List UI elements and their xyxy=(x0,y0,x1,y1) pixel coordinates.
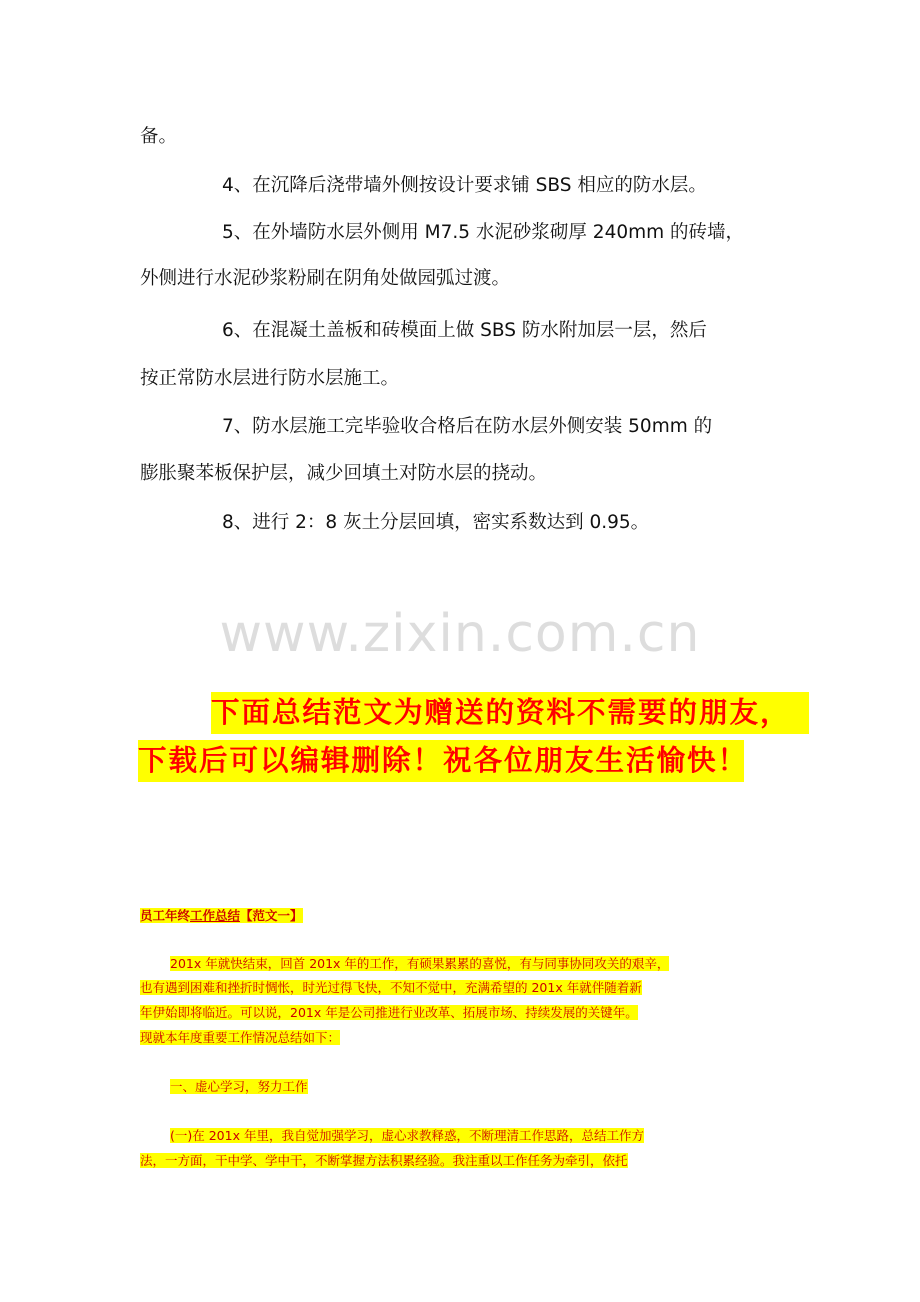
sample-title xyxy=(140,906,303,926)
paragraph-line: 7、防水层施工完毕验收合格后在防水层外侧安装 50mm 的 xyxy=(222,416,713,437)
sample-title-link[interactable]: 工作总结 xyxy=(190,908,241,923)
watermark: www.zixin.com.cn xyxy=(219,604,701,664)
paragraph-line: 法，一方面，干中学、学中干，不断掌握方法积累经验。我注重以工作任务为牵引，依托 xyxy=(140,1153,628,1168)
paragraph-line: 4、在沉降后浇带墙外侧按设计要求铺 SBS 相应的防水层。 xyxy=(222,175,707,196)
paragraph-line: 膨胀聚苯板保护层，减少回填土对防水层的挠动。 xyxy=(140,463,548,484)
paragraph-line: 外侧进行水泥砂浆粉刷在阴角处做园弧过渡。 xyxy=(140,268,511,289)
paragraph-line: (一)在 201x 年里，我自觉加强学习，虚心求教释惑，不断理清工作思路，总结工作方 xyxy=(170,1128,644,1143)
paragraph-line: 8、进行 2：8 灰土分层回填，密实系数达到 0.95。 xyxy=(222,512,650,533)
paragraph-line: 备。 xyxy=(140,126,178,147)
sample-title-suffix: 【范文一】 xyxy=(240,908,303,923)
paragraph-line: 6、在混凝土盖板和砖模面上做 SBS 防水附加层一层，然后 xyxy=(222,320,707,341)
paragraph-line: 年伊始即将临近。可以说，201x 年是公司推进行业改革、拓展市场、持续发展的关键年。 xyxy=(140,1005,638,1020)
notice-line: 下面总结范文为赠送的资料不需要的朋友， xyxy=(211,692,809,734)
paragraph-line: 现就本年度重要工作情况总结如下： xyxy=(140,1030,341,1045)
section-heading: 一、虚心学习，努力工作 xyxy=(170,1079,308,1094)
paragraph-line: 5、在外墙防水层外侧用 M7.5 水泥砂浆砌厚 240mm 的砖墙， xyxy=(222,222,745,243)
sample-title-prefix: 员工年终 xyxy=(140,908,191,923)
notice-line: 下载后可以编辑删除！祝各位朋友生活愉快！ xyxy=(138,740,744,782)
paragraph-line: 按正常防水层进行防水层施工。 xyxy=(140,368,400,389)
paragraph-line: 201x 年就快结束，回首 201x 年的工作，有硕果累累的喜悦，有与同事协同攻关的艰辛， xyxy=(170,956,670,971)
paragraph-line: 也有遇到困难和挫折时惆怅，时光过得飞快，不知不觉中，充满希望的 201x 年就伴随着新 xyxy=(140,980,642,995)
